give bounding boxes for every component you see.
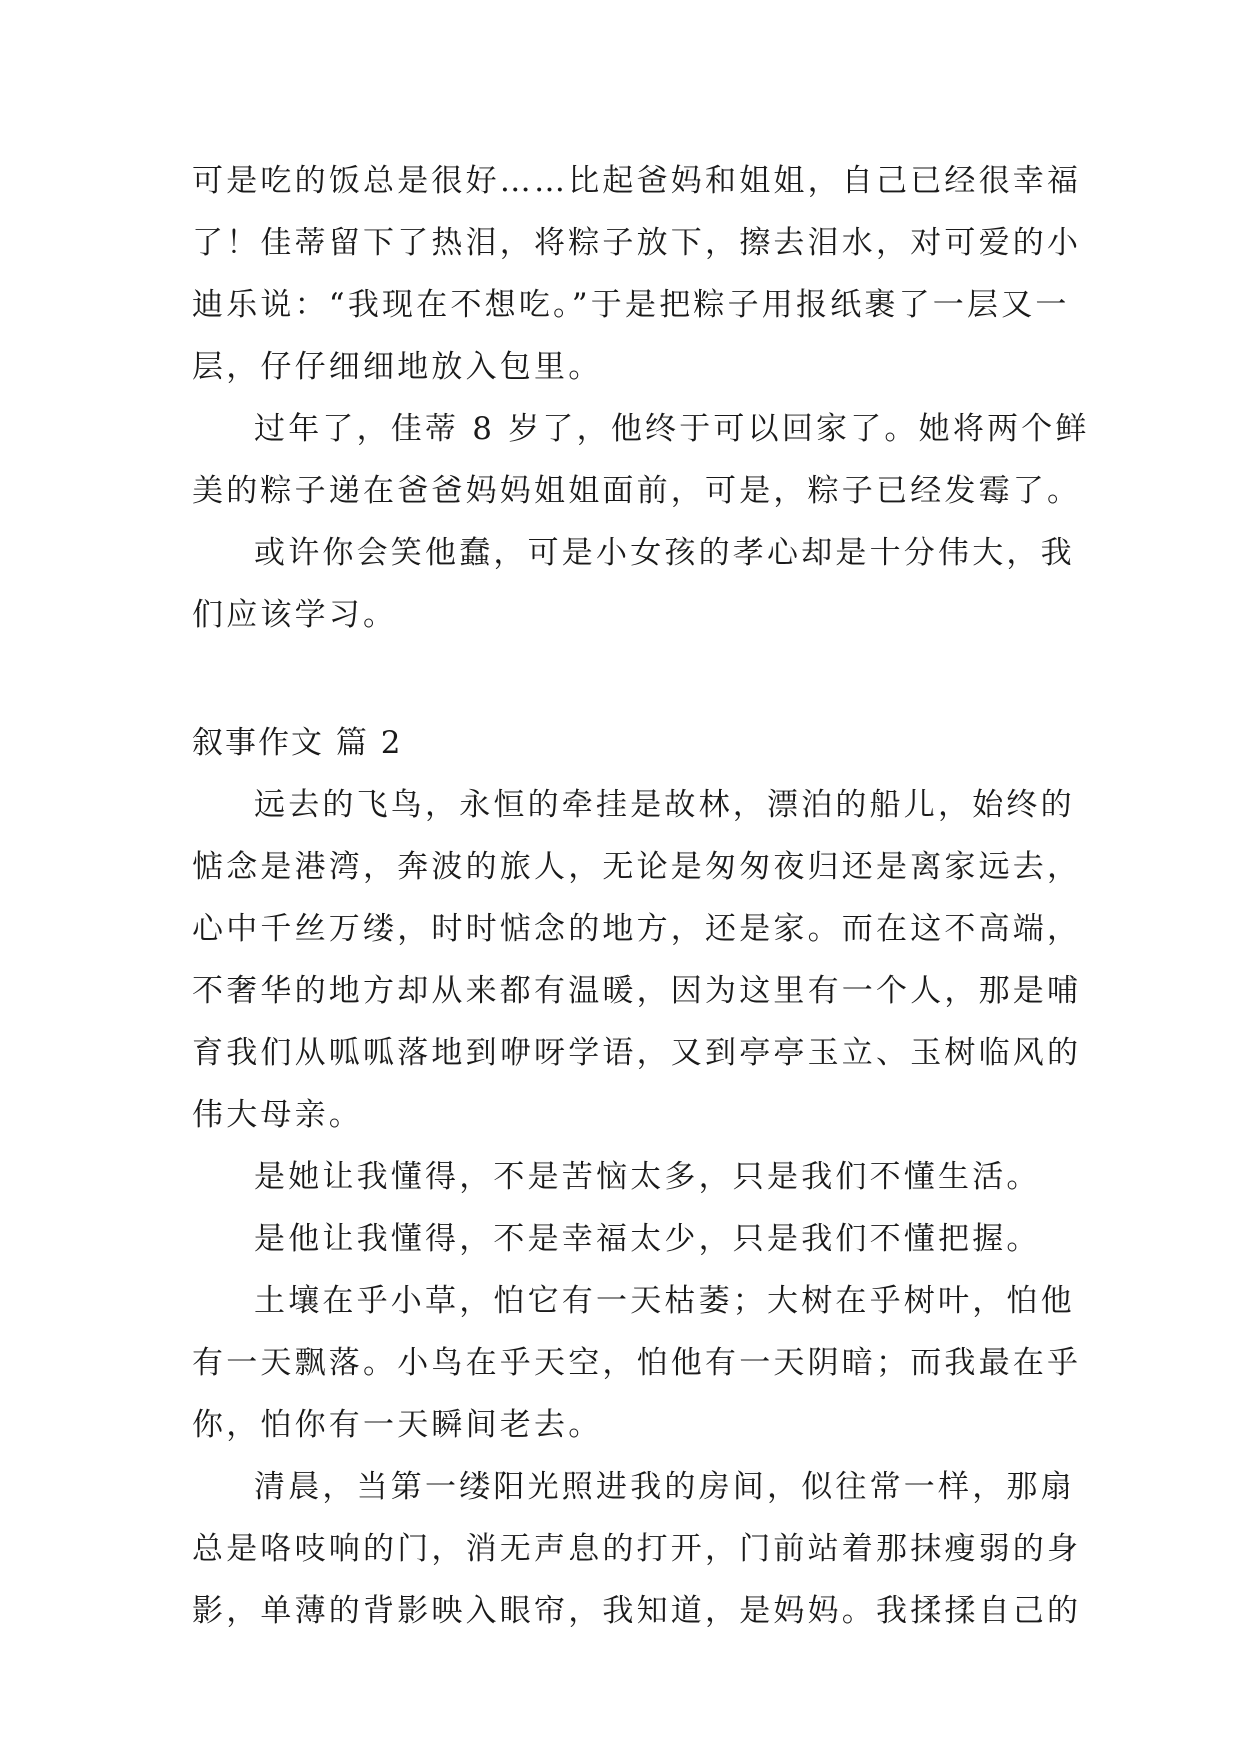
- text-line: 是他让我懂得，不是幸福太少，只是我们不懂把握。: [254, 1221, 1041, 1257]
- text-line: 总是咯吱响的门，消无声息的打开，门前站着那抹瘦弱的身: [192, 1531, 1082, 1567]
- text-line: 影，单薄的背影映入眼帘，我知道，是妈妈。我揉揉自己的: [192, 1593, 1082, 1629]
- paragraph: [192, 1270, 1082, 1456]
- text-line: 是她让我懂得，不是苦恼太多，只是我们不懂生活。: [254, 1159, 1041, 1195]
- paragraph: [192, 398, 1090, 522]
- text-line: 们应该学习。: [192, 597, 398, 633]
- text-line: 不奢华的地方却从来都有温暖，因为这里有一个人，那是哺: [192, 973, 1082, 1009]
- paragraph: [192, 1146, 1072, 1208]
- document-page: [192, 150, 1090, 1642]
- text-line: 土壤在乎小草，怕它有一天枯萎；大树在乎树叶，怕他: [254, 1283, 1075, 1319]
- text-line: 远去的飞鸟，永恒的牵挂是故林，漂泊的船儿，始终的: [254, 787, 1075, 823]
- text-line: 育我们从呱呱落地到咿呀学语，又到亭亭玉立、玉树临风的: [192, 1035, 1082, 1071]
- paragraph: [192, 522, 1075, 646]
- text-line: 你，怕你有一天瞬间老去。: [192, 1407, 603, 1443]
- paragraph: [192, 1456, 1082, 1642]
- text-line: 伟大母亲。: [192, 1097, 363, 1133]
- paragraph: [192, 150, 1082, 398]
- text-line: 过年了，佳蒂 8 岁了，他终于可以回家了。她将两个鲜: [254, 411, 1090, 447]
- text-line: 迪乐说：“我现在不想吃。”于是把粽子用报纸裹了一层又一: [192, 287, 1070, 323]
- text-line: 惦念是港湾，奔波的旅人，无论是匆匆夜归还是离家远去，: [192, 849, 1082, 885]
- text-line: 清晨，当第一缕阳光照进我的房间，似往常一样，那扇: [254, 1469, 1075, 1505]
- text-line: 可是吃的饭总是很好……比起爸妈和姐姐，自己已经很幸福: [192, 163, 1082, 199]
- text-line: 有一天飘落。小鸟在乎天空，怕他有一天阴暗；而我最在乎: [192, 1345, 1082, 1381]
- paragraph: [192, 774, 1082, 1146]
- text-line: 美的粽子递在爸爸妈妈姐姐面前，可是，粽子已经发霉了。: [192, 473, 1082, 509]
- text-line: 或许你会笑他蠢，可是小女孩的孝心却是十分伟大，我: [254, 535, 1075, 571]
- text-line: 了！佳蒂留下了热泪，将粽子放下，擦去泪水，对可爱的小: [192, 225, 1082, 261]
- section-title: 叙事作文 篇 2: [192, 725, 403, 761]
- text-line: 层，仔仔细细地放入包里。: [192, 349, 603, 385]
- paragraph: [192, 1208, 1072, 1270]
- text-line: 心中千丝万缕，时时惦念的地方，还是家。而在这不高端，: [192, 911, 1082, 947]
